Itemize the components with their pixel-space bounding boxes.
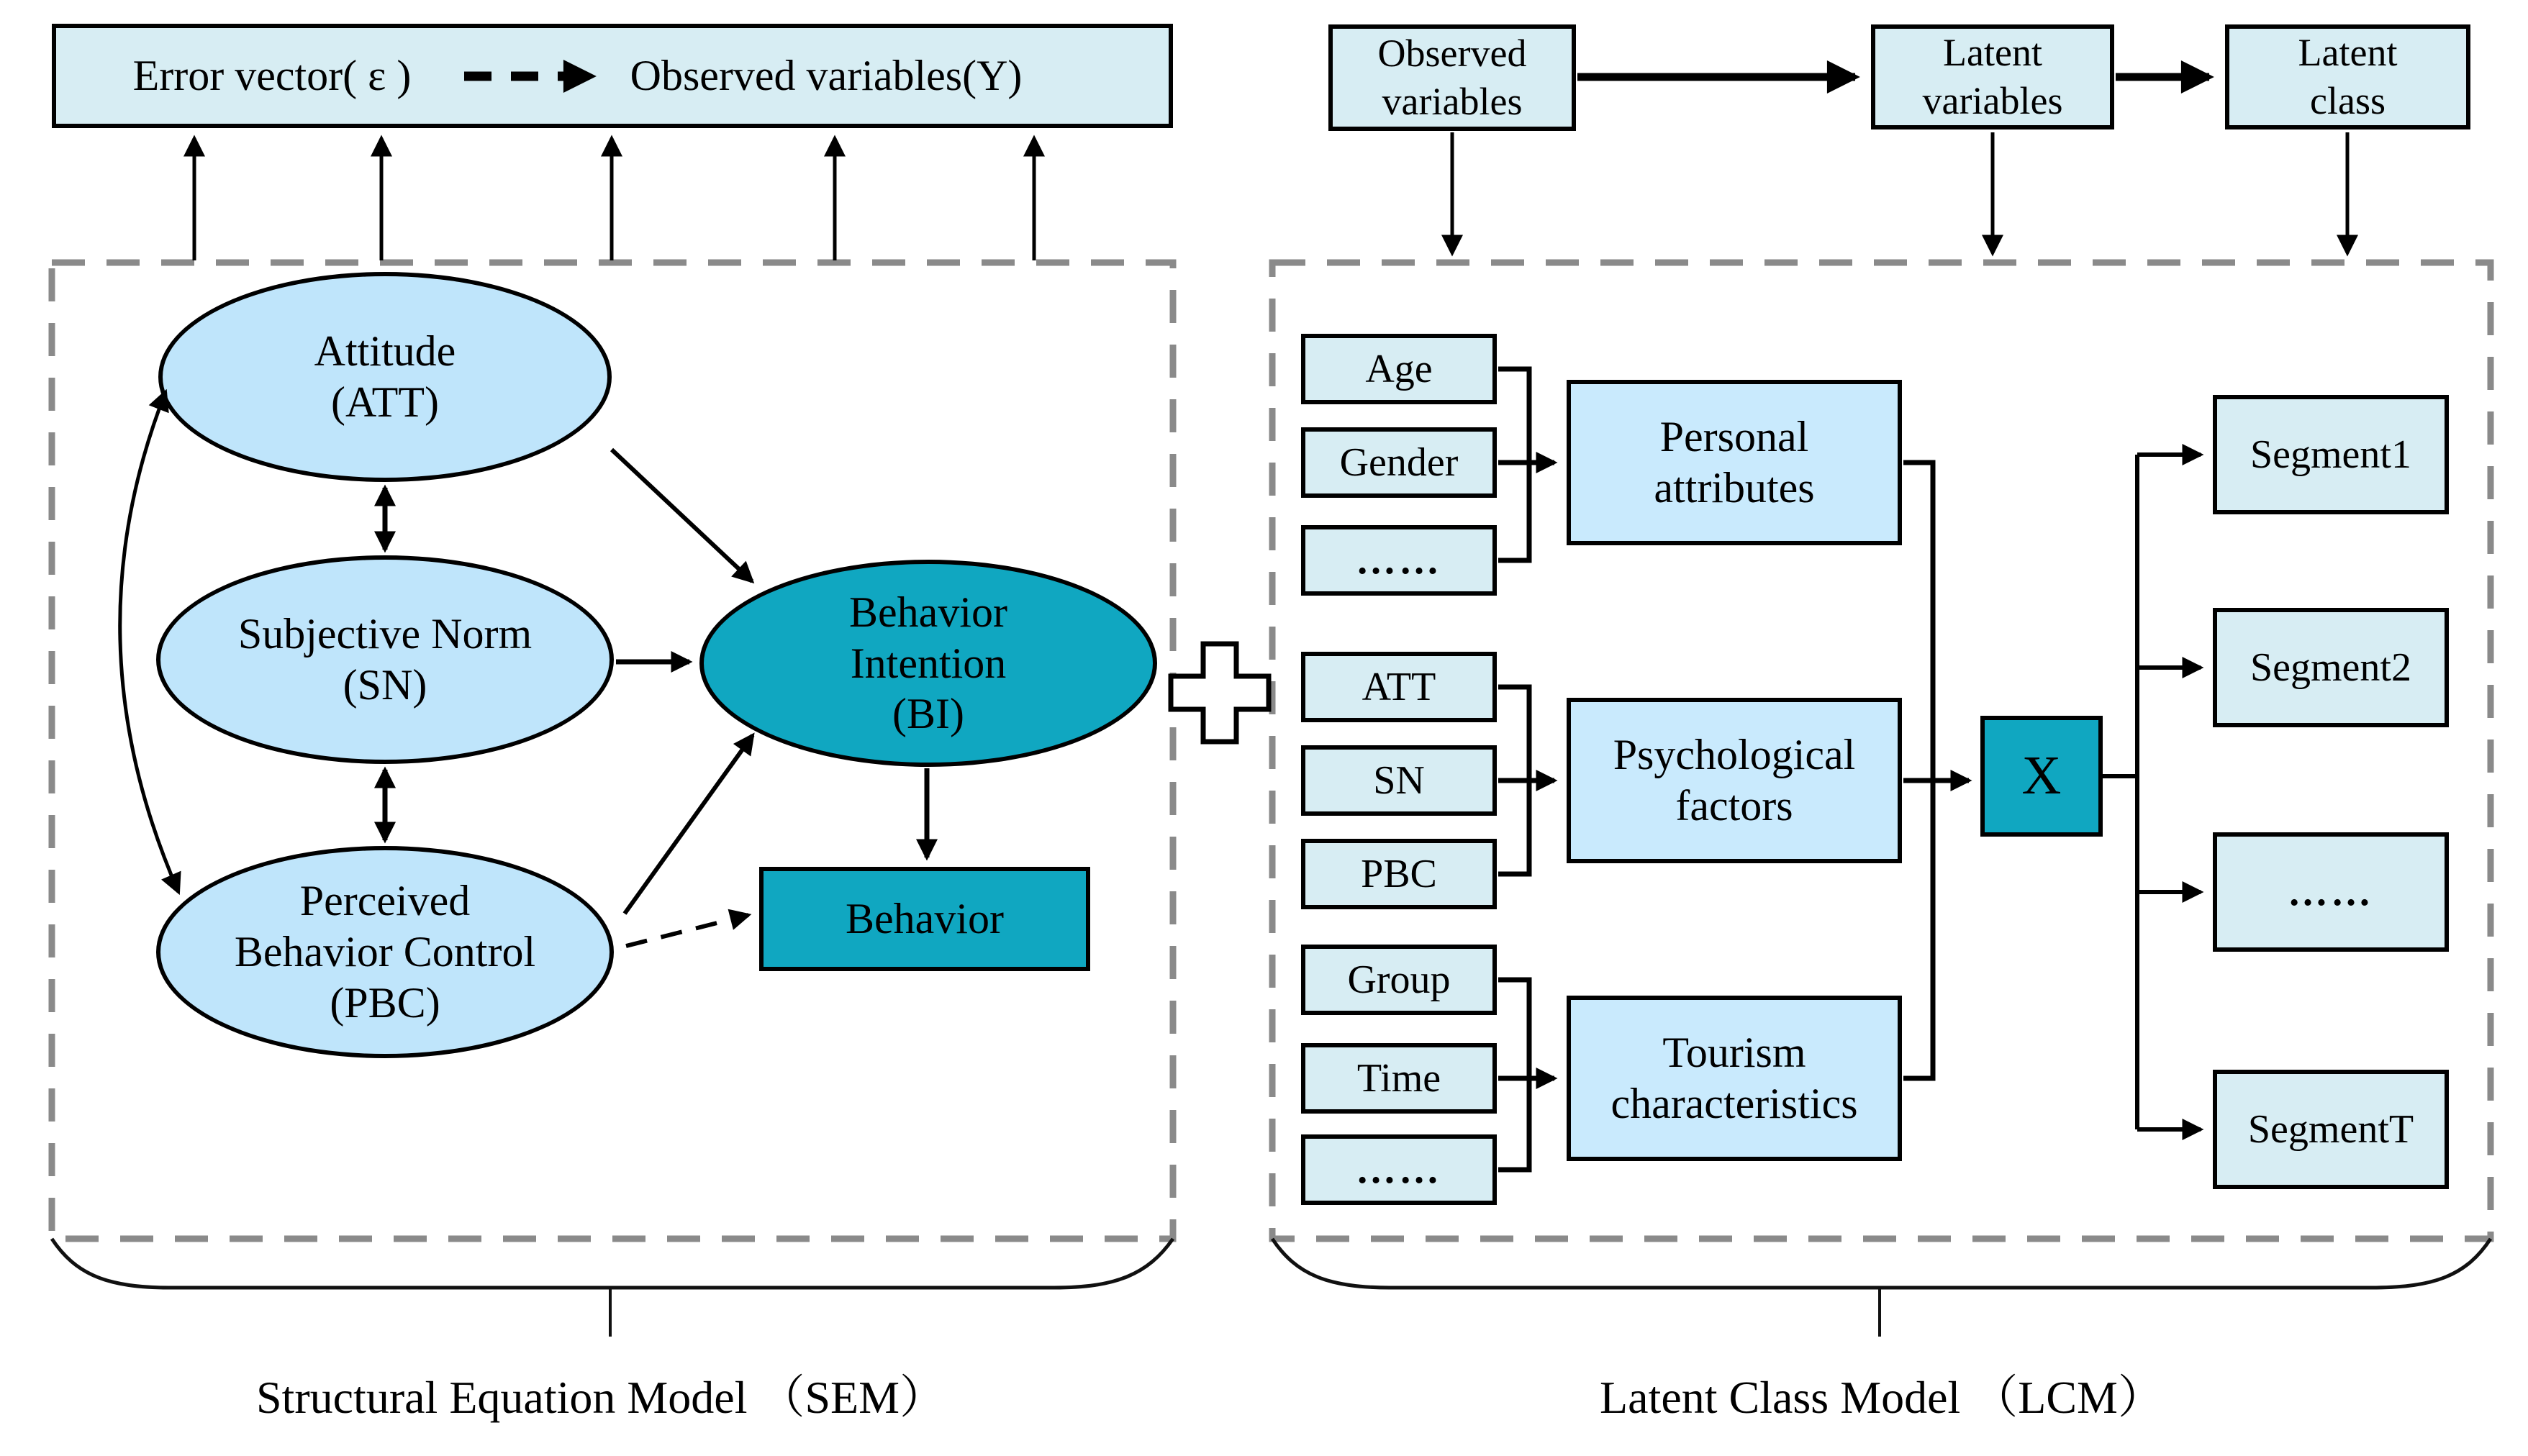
input-personal-ellipsis-box xyxy=(1301,525,1497,596)
pbc-input-label: PBC xyxy=(1361,851,1437,896)
psychological-factors-line1: Psychological xyxy=(1613,731,1856,779)
segment2-box xyxy=(2213,608,2449,727)
tourism-ellipsis-label: …… xyxy=(1356,1147,1442,1192)
group-label: Group xyxy=(1347,957,1451,1002)
flow-latent-class-box xyxy=(2225,24,2470,129)
flow-latent-class-line1: Latent xyxy=(2298,30,2398,74)
bi-line2: Intention xyxy=(850,639,1007,687)
att-input-label: ATT xyxy=(1362,664,1436,709)
sn-line2: (SN) xyxy=(343,661,427,709)
error-vector-label: Error vector( ε ) xyxy=(132,52,412,99)
segmentT-label: SegmentT xyxy=(2247,1106,2414,1152)
personal-attributes-line2: attributes xyxy=(1654,464,1815,511)
behavior-box xyxy=(759,867,1090,971)
sem-brace xyxy=(52,1239,1173,1288)
flow-observed-line2: variables xyxy=(1382,80,1523,123)
pbc-to-bi-arrow xyxy=(625,735,753,914)
pbc-to-behavior-dashed-arrow xyxy=(626,915,748,946)
flow-observed-variables-box xyxy=(1328,24,1576,131)
pbc-line1: Perceived xyxy=(299,877,471,925)
error-legend-box xyxy=(52,24,1173,128)
sn-line1: Subjective Norm xyxy=(237,610,533,658)
tourism-characteristics-box xyxy=(1567,996,1902,1161)
x-label: X xyxy=(2021,745,2062,806)
factors-collector-line xyxy=(1903,463,1933,1078)
segment-ellipsis-box xyxy=(2213,832,2449,952)
flow-latent-variables-box xyxy=(1871,24,2114,129)
behavior-intention-ellipse xyxy=(699,560,1157,767)
input-sn-box xyxy=(1301,745,1497,816)
psychological-factors-line2: factors xyxy=(1675,782,1793,829)
tourism-characteristics-line2: characteristics xyxy=(1610,1080,1858,1127)
segment1-box xyxy=(2213,395,2449,514)
time-label: Time xyxy=(1356,1055,1441,1101)
behavior-label: Behavior xyxy=(846,895,1004,943)
psychological-factors-box xyxy=(1567,698,1902,863)
x-branch-line xyxy=(2103,455,2137,1129)
input-group-box xyxy=(1301,945,1497,1015)
personal-inputs-bracket xyxy=(1498,369,1529,560)
lcm-title: Latent Class Model （LCM） xyxy=(1600,1372,2164,1423)
personal-attributes-line1: Personal xyxy=(1659,413,1809,461)
personal-attributes-box xyxy=(1567,380,1902,545)
input-pbc-box xyxy=(1301,839,1497,909)
plus-icon xyxy=(1171,644,1269,742)
pbc-line3: (PBC) xyxy=(330,978,440,1027)
bi-line1: Behavior xyxy=(849,588,1007,636)
segment2-label: Segment2 xyxy=(2250,645,2411,690)
subjective-norm-ellipse xyxy=(156,555,614,764)
input-att-box xyxy=(1301,652,1497,722)
age-label: Age xyxy=(1365,346,1433,391)
observed-variables-y-label: Observed variables(Y) xyxy=(630,52,1023,99)
input-tourism-ellipsis-box xyxy=(1301,1134,1497,1205)
pbc-line2: Behavior Control xyxy=(234,928,536,976)
sn-input-label: SN xyxy=(1373,757,1425,803)
flow-observed-line1: Observed xyxy=(1377,31,1527,75)
flow-latent-variables-line1: Latent xyxy=(1943,30,2042,74)
gender-label: Gender xyxy=(1339,440,1459,485)
attitude-line2: (ATT) xyxy=(331,378,439,426)
flow-latent-class-line2: class xyxy=(2310,79,2386,122)
bi-line3: (BI) xyxy=(892,690,964,738)
input-gender-box xyxy=(1301,427,1497,498)
latent-class-x-box xyxy=(1980,716,2103,837)
flow-latent-variables-line2: variables xyxy=(1922,79,2063,122)
psych-inputs-bracket xyxy=(1498,687,1529,874)
lcm-brace xyxy=(1272,1239,2491,1288)
pbc-ellipse xyxy=(156,846,614,1058)
attitude-ellipse xyxy=(158,272,612,482)
segmentT-box xyxy=(2213,1070,2449,1189)
input-time-box xyxy=(1301,1043,1497,1114)
input-age-box xyxy=(1301,334,1497,404)
tourism-characteristics-line1: Tourism xyxy=(1662,1029,1806,1077)
att-to-bi-arrow xyxy=(612,450,752,581)
segment-ellipsis-label: …… xyxy=(2288,869,2374,914)
segment1-label: Segment1 xyxy=(2250,432,2411,477)
sem-title: Structural Equation Model （SEM） xyxy=(255,1372,946,1423)
tourism-inputs-bracket xyxy=(1498,980,1529,1170)
personal-ellipsis-label: …… xyxy=(1356,537,1442,583)
attitude-line1: Attitude xyxy=(314,327,456,376)
